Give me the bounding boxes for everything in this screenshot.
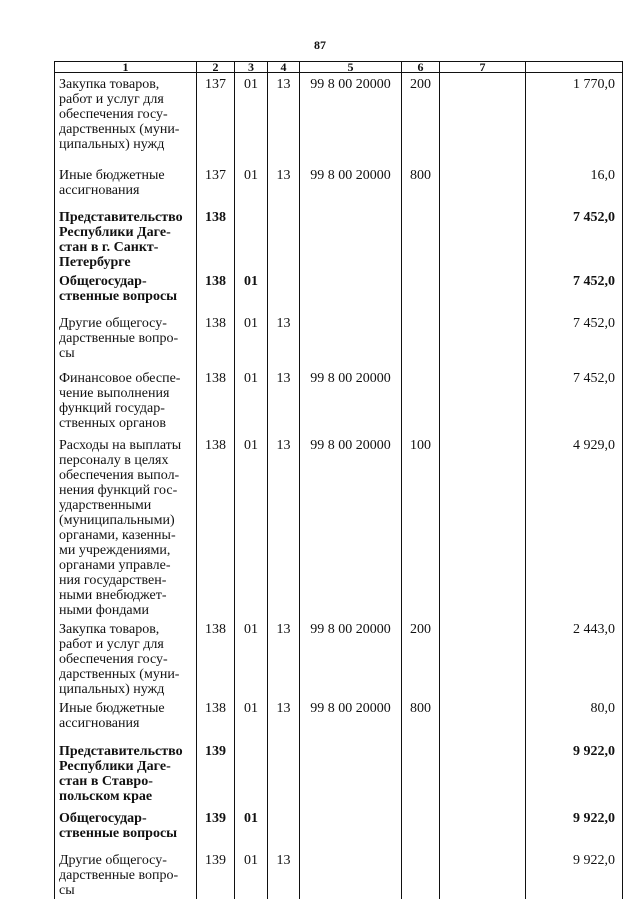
row-col-4 bbox=[268, 807, 300, 849]
table-row bbox=[55, 312, 623, 367]
row-amount: 9 922,0 bbox=[526, 849, 623, 899]
row-col-6: 200 bbox=[402, 618, 440, 697]
header-col-6: 6 bbox=[402, 62, 440, 73]
row-col-7 bbox=[440, 367, 526, 434]
row-col-7 bbox=[440, 164, 526, 206]
row-col-5: 99 8 00 20000 bbox=[300, 434, 402, 618]
row-col-2: 138 bbox=[197, 697, 235, 740]
table-row bbox=[55, 618, 623, 697]
table-row bbox=[55, 740, 623, 807]
row-col-2: 139 bbox=[197, 807, 235, 849]
row-col-6 bbox=[402, 367, 440, 434]
header-col-4: 4 bbox=[268, 62, 300, 73]
row-col-5 bbox=[300, 807, 402, 849]
row-amount: 9 922,0 bbox=[526, 807, 623, 849]
row-col-2: 137 bbox=[197, 73, 235, 164]
header-col-1: 1 bbox=[55, 62, 197, 73]
row-col-7 bbox=[440, 434, 526, 618]
row-col-4 bbox=[268, 270, 300, 312]
row-col-2: 138 bbox=[197, 434, 235, 618]
row-name: Иные бюджетные ассигнования bbox=[55, 164, 197, 206]
row-col-5: 99 8 00 20000 bbox=[300, 164, 402, 206]
row-col-4 bbox=[268, 206, 300, 270]
header-row bbox=[55, 62, 623, 73]
row-col-5: 99 8 00 20000 bbox=[300, 697, 402, 740]
row-col-7 bbox=[440, 206, 526, 270]
row-col-2: 139 bbox=[197, 849, 235, 899]
row-col-6 bbox=[402, 740, 440, 807]
row-name: Финансовое обеспе- чение выполнения функций государ- ственных органов bbox=[55, 367, 197, 434]
row-col-3: 01 bbox=[235, 367, 268, 434]
table-row bbox=[55, 367, 623, 434]
row-col-4: 13 bbox=[268, 697, 300, 740]
budget-table bbox=[54, 61, 623, 899]
row-col-7 bbox=[440, 849, 526, 899]
row-amount: 9 922,0 bbox=[526, 740, 623, 807]
row-name: Закупка товаров, работ и услуг для обеспечения госу- дарственных (муни- ципальных) нужд bbox=[55, 618, 197, 697]
row-col-6: 100 bbox=[402, 434, 440, 618]
table-row bbox=[55, 206, 623, 270]
row-col-3: 01 bbox=[235, 312, 268, 367]
row-col-4 bbox=[268, 740, 300, 807]
header-col-8 bbox=[526, 62, 623, 73]
row-col-6 bbox=[402, 312, 440, 367]
row-col-2: 138 bbox=[197, 270, 235, 312]
row-name: Общегосудар- ственные вопросы bbox=[55, 270, 197, 312]
row-col-3 bbox=[235, 206, 268, 270]
row-amount: 80,0 bbox=[526, 697, 623, 740]
header-col-5: 5 bbox=[300, 62, 402, 73]
table-row bbox=[55, 849, 623, 899]
table-row bbox=[55, 434, 623, 618]
row-col-5: 99 8 00 20000 bbox=[300, 618, 402, 697]
row-col-2: 139 bbox=[197, 740, 235, 807]
row-col-5: 99 8 00 20000 bbox=[300, 367, 402, 434]
row-col-6: 200 bbox=[402, 73, 440, 164]
row-amount: 7 452,0 bbox=[526, 367, 623, 434]
row-col-7 bbox=[440, 740, 526, 807]
row-amount: 1 770,0 bbox=[526, 73, 623, 164]
row-col-5 bbox=[300, 270, 402, 312]
row-col-6 bbox=[402, 849, 440, 899]
row-name: Представительство Республики Даге- стан в г. Санкт- Петербурге bbox=[55, 206, 197, 270]
row-col-5: 99 8 00 20000 bbox=[300, 73, 402, 164]
row-col-5 bbox=[300, 312, 402, 367]
row-col-2: 138 bbox=[197, 367, 235, 434]
row-col-4: 13 bbox=[268, 312, 300, 367]
row-col-3: 01 bbox=[235, 164, 268, 206]
row-amount: 4 929,0 bbox=[526, 434, 623, 618]
row-col-2: 138 bbox=[197, 312, 235, 367]
row-col-3: 01 bbox=[235, 434, 268, 618]
row-name: Закупка товаров, работ и услуг для обеспечения госу- дарственных (муни- ципальных) нужд bbox=[55, 73, 197, 164]
row-amount: 7 452,0 bbox=[526, 206, 623, 270]
row-col-3: 01 bbox=[235, 270, 268, 312]
row-col-5 bbox=[300, 206, 402, 270]
row-col-3: 01 bbox=[235, 73, 268, 164]
row-col-6 bbox=[402, 206, 440, 270]
row-col-3 bbox=[235, 740, 268, 807]
row-col-7 bbox=[440, 73, 526, 164]
row-amount: 2 443,0 bbox=[526, 618, 623, 697]
table-row bbox=[55, 697, 623, 740]
row-col-4: 13 bbox=[268, 618, 300, 697]
row-col-7 bbox=[440, 697, 526, 740]
row-name: Представительство Республики Даге- стан в Ставро- польском крае bbox=[55, 740, 197, 807]
row-col-3: 01 bbox=[235, 697, 268, 740]
header-col-7: 7 bbox=[440, 62, 526, 73]
row-col-4: 13 bbox=[268, 73, 300, 164]
row-col-2: 138 bbox=[197, 206, 235, 270]
row-name: Другие общегосу- дарственные вопро- сы bbox=[55, 312, 197, 367]
row-col-4: 13 bbox=[268, 164, 300, 206]
row-col-2: 137 bbox=[197, 164, 235, 206]
row-col-3: 01 bbox=[235, 618, 268, 697]
row-col-4: 13 bbox=[268, 849, 300, 899]
table-row bbox=[55, 270, 623, 312]
row-col-6: 800 bbox=[402, 164, 440, 206]
row-col-7 bbox=[440, 312, 526, 367]
row-col-3: 01 bbox=[235, 807, 268, 849]
row-col-6 bbox=[402, 270, 440, 312]
row-amount: 16,0 bbox=[526, 164, 623, 206]
row-amount: 7 452,0 bbox=[526, 312, 623, 367]
page-number: 87 bbox=[314, 38, 326, 52]
row-col-7 bbox=[440, 807, 526, 849]
row-col-3: 01 bbox=[235, 849, 268, 899]
row-col-6: 800 bbox=[402, 697, 440, 740]
row-name: Общегосудар- ственные вопросы bbox=[55, 807, 197, 849]
row-col-5 bbox=[300, 849, 402, 899]
row-col-6 bbox=[402, 807, 440, 849]
row-name: Другие общегосу- дарственные вопро- сы bbox=[55, 849, 197, 899]
row-col-2: 138 bbox=[197, 618, 235, 697]
row-name: Иные бюджетные ассигнования bbox=[55, 697, 197, 740]
row-amount: 7 452,0 bbox=[526, 270, 623, 312]
row-col-4: 13 bbox=[268, 367, 300, 434]
row-col-5 bbox=[300, 740, 402, 807]
row-col-7 bbox=[440, 618, 526, 697]
row-col-7 bbox=[440, 270, 526, 312]
table-body bbox=[55, 73, 623, 899]
table-row bbox=[55, 807, 623, 849]
header-col-3: 3 bbox=[235, 62, 268, 73]
row-name: Расходы на выплаты персоналу в целях обеспечения выпол- нения функций гос- ударственными (муниципальными) органами, казенны- ми учреждениями, органами управле- ния государствен- ными внебюджет- ными фондами bbox=[55, 434, 197, 618]
header-col-2: 2 bbox=[197, 62, 235, 73]
row-col-4: 13 bbox=[268, 434, 300, 618]
table-row bbox=[55, 164, 623, 206]
table-row bbox=[55, 73, 623, 164]
